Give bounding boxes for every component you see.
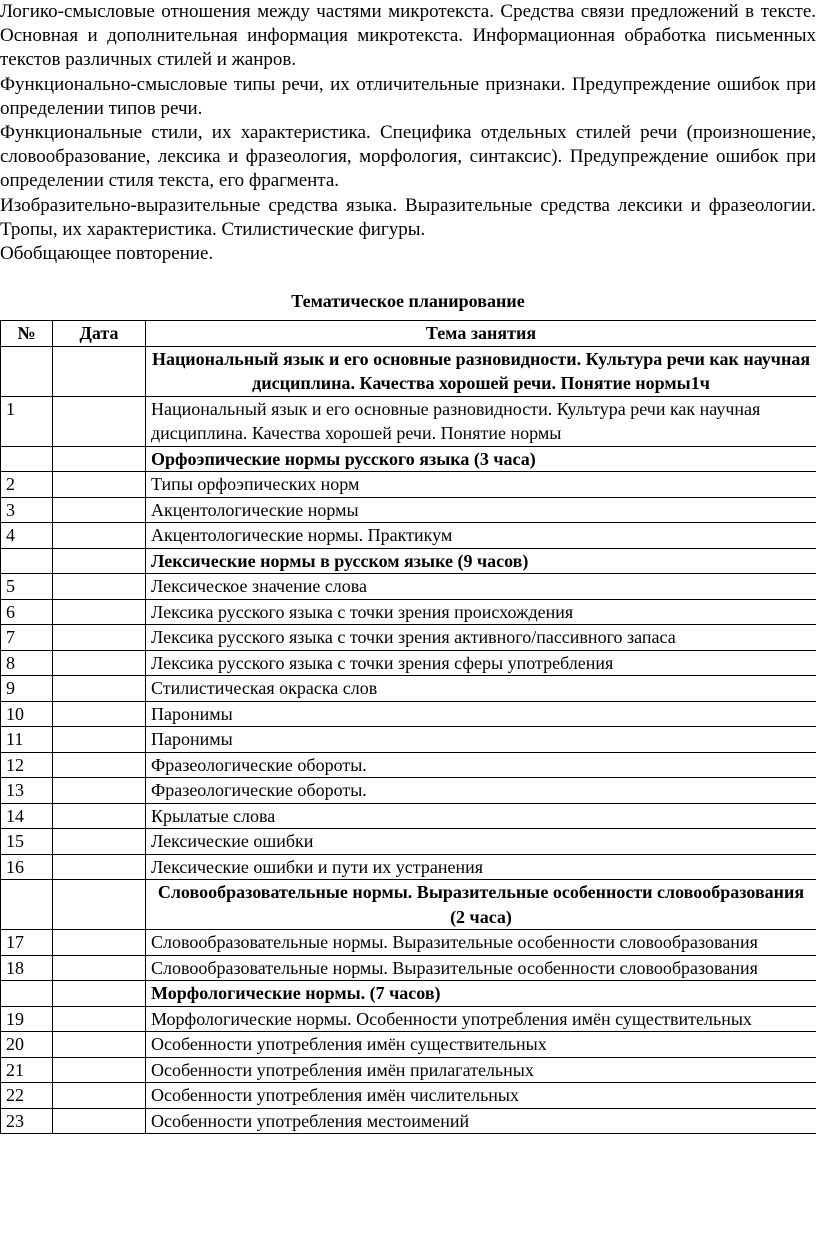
lesson-date-cell (53, 548, 146, 574)
lesson-topic-cell: Лексика русского языка с точки зрения происхождения (146, 599, 816, 625)
lesson-number-cell: 6 (1, 599, 53, 625)
lesson-number-cell: 2 (1, 472, 53, 498)
section-row (1, 346, 816, 396)
section-title-cell: Лексические нормы в русском языке (9 часов) (146, 548, 816, 574)
lesson-number-cell: 8 (1, 650, 53, 676)
header-number: № (1, 321, 53, 347)
intro-paragraph: Изобразительно-выразительные средства языка. Выразительные средства лексики и фразеологии. Тропы, их характеристика. Стилистические фигуры. (0, 194, 816, 240)
lesson-date-cell (53, 701, 146, 727)
lesson-date-cell (53, 829, 146, 855)
thematic-plan-table (0, 320, 816, 1134)
lesson-topic-cell: Морфологические нормы. Особенности употребления имён существительных (146, 1006, 816, 1032)
lesson-topic-cell: Лексические ошибки (146, 829, 816, 855)
lesson-date-cell (53, 1057, 146, 1083)
table-row (1, 396, 816, 446)
lesson-number-cell: 12 (1, 752, 53, 778)
lesson-number-cell: 11 (1, 727, 53, 753)
lesson-topic-cell: Национальный язык и его основные разновидности. Культура речи как научная дисциплина. Качества хорошей речи. Понятие нормы (146, 396, 816, 446)
table-row (1, 829, 816, 855)
lesson-topic-cell: Типы орфоэпических норм (146, 472, 816, 498)
lesson-date-cell (53, 778, 146, 804)
lesson-date-cell (53, 752, 146, 778)
section-row (1, 548, 816, 574)
intro-paragraph: Логико-смысловые отношения между частями микротекста. Средства связи предложений в тексте. Основная и дополнительная информация микротекста. Информационная обработка письменных текстов различных стилей и жанров. (0, 1, 816, 71)
lesson-topic-cell: Лексические ошибки и пути их устранения (146, 854, 816, 880)
lesson-number-cell: 13 (1, 778, 53, 804)
section-title-cell: Национальный язык и его основные разновидности. Культура речи как научная дисциплина. Качества хорошей речи. Понятие нормы1ч (146, 346, 816, 396)
lesson-topic-cell: Особенности употребления местоимений (146, 1108, 816, 1134)
lesson-number-cell (1, 446, 53, 472)
lesson-topic-cell: Особенности употребления имён прилагательных (146, 1057, 816, 1083)
lesson-topic-cell: Акцентологические нормы (146, 497, 816, 523)
lesson-number-cell: 7 (1, 625, 53, 651)
lesson-number-cell: 19 (1, 1006, 53, 1032)
lesson-number-cell (1, 981, 53, 1007)
section-row (1, 981, 816, 1007)
lesson-number-cell: 16 (1, 854, 53, 880)
table-row (1, 523, 816, 549)
table-row (1, 1006, 816, 1032)
table-row (1, 752, 816, 778)
lesson-date-cell (53, 599, 146, 625)
lesson-topic-cell: Словообразовательные нормы. Выразительные особенности словообразования (146, 955, 816, 981)
lesson-number-cell: 20 (1, 1032, 53, 1058)
table-row (1, 574, 816, 600)
lesson-date-cell (53, 574, 146, 600)
lesson-topic-cell: Особенности употребления имён числительных (146, 1083, 816, 1109)
header-topic: Тема занятия (146, 321, 816, 347)
section-title-cell: Орфоэпические нормы русского языка (3 часа) (146, 446, 816, 472)
lesson-topic-cell: Фразеологические обороты. (146, 752, 816, 778)
lesson-date-cell (53, 1006, 146, 1032)
section-row (1, 446, 816, 472)
lesson-number-cell: 21 (1, 1057, 53, 1083)
intro-paragraph: Обобщающее повторение. (0, 243, 214, 265)
section-title-cell: Словообразовательные нормы. Выразительные особенности словообразования (2 часа) (146, 880, 816, 930)
table-row (1, 778, 816, 804)
lesson-date-cell (53, 676, 146, 702)
lesson-date-cell (53, 880, 146, 930)
lesson-number-cell: 23 (1, 1108, 53, 1134)
lesson-number-cell: 14 (1, 803, 53, 829)
lesson-number-cell: 9 (1, 676, 53, 702)
lesson-date-cell (53, 625, 146, 651)
table-row (1, 1057, 816, 1083)
lesson-date-cell (53, 955, 146, 981)
table-body (1, 346, 816, 1134)
lesson-topic-cell: Фразеологические обороты. (146, 778, 816, 804)
lesson-date-cell (53, 981, 146, 1007)
table-row (1, 497, 816, 523)
lesson-number-cell: 18 (1, 955, 53, 981)
table-row (1, 803, 816, 829)
table-row (1, 676, 816, 702)
lesson-topic-cell: Акцентологические нормы. Практикум (146, 523, 816, 549)
lesson-date-cell (53, 472, 146, 498)
intro-paragraph: Функциональные стили, их характеристика. Специфика отдельных стилей речи (произношение, словообразование, лексика и фразеология, морфология, синтаксис). Предупреждение ошибок при определении стиля текста, его фрагмента. (0, 122, 816, 192)
lesson-number-cell: 15 (1, 829, 53, 855)
lesson-number-cell: 10 (1, 701, 53, 727)
table-row (1, 625, 816, 651)
lesson-topic-cell: Крылатые слова (146, 803, 816, 829)
lesson-topic-cell: Стилистическая окраска слов (146, 676, 816, 702)
lesson-topic-cell: Паронимы (146, 727, 816, 753)
lesson-number-cell (1, 548, 53, 574)
table-row (1, 1108, 816, 1134)
lesson-date-cell (53, 497, 146, 523)
table-row (1, 650, 816, 676)
lesson-topic-cell: Словообразовательные нормы. Выразительные особенности словообразования (146, 930, 816, 956)
lesson-number-cell: 5 (1, 574, 53, 600)
lesson-date-cell (53, 930, 146, 956)
lesson-date-cell (53, 446, 146, 472)
lesson-number-cell: 1 (1, 396, 53, 446)
table-row (1, 854, 816, 880)
lesson-date-cell (53, 346, 146, 396)
table-row (1, 955, 816, 981)
lesson-date-cell (53, 396, 146, 446)
lesson-topic-cell: Лексика русского языка с точки зрения активного/пассивного запаса (146, 625, 816, 651)
lesson-date-cell (53, 854, 146, 880)
lesson-topic-cell: Лексика русского языка с точки зрения сферы употребления (146, 650, 816, 676)
section-title-cell: Морфологические нормы. (7 часов) (146, 981, 816, 1007)
table-row (1, 930, 816, 956)
lesson-date-cell (53, 523, 146, 549)
table-header-row (1, 321, 816, 347)
lesson-date-cell (53, 1032, 146, 1058)
table-row (1, 1083, 816, 1109)
section-row (1, 880, 816, 930)
table-row (1, 701, 816, 727)
lesson-date-cell (53, 803, 146, 829)
lesson-date-cell (53, 1108, 146, 1134)
lesson-date-cell (53, 650, 146, 676)
table-row (1, 599, 816, 625)
lesson-number-cell (1, 346, 53, 396)
lesson-number-cell: 22 (1, 1083, 53, 1109)
plan-title: Тематическое планирование (291, 291, 525, 311)
intro-text (0, 0, 816, 266)
lesson-topic-cell: Лексическое значение слова (146, 574, 816, 600)
lesson-number-cell: 17 (1, 930, 53, 956)
header-date: Дата (53, 321, 146, 347)
table-row (1, 472, 816, 498)
table-row (1, 1032, 816, 1058)
lesson-topic-cell: Особенности употребления имён существительных (146, 1032, 816, 1058)
lesson-date-cell (53, 1083, 146, 1109)
lesson-number-cell: 3 (1, 497, 53, 523)
lesson-number-cell: 4 (1, 523, 53, 549)
lesson-date-cell (53, 727, 146, 753)
table-row (1, 727, 816, 753)
intro-paragraph: Функционально-смысловые типы речи, их отличительные признаки. Предупреждение ошибок при определении типов речи. (0, 73, 816, 119)
lesson-topic-cell: Паронимы (146, 701, 816, 727)
lesson-number-cell (1, 880, 53, 930)
